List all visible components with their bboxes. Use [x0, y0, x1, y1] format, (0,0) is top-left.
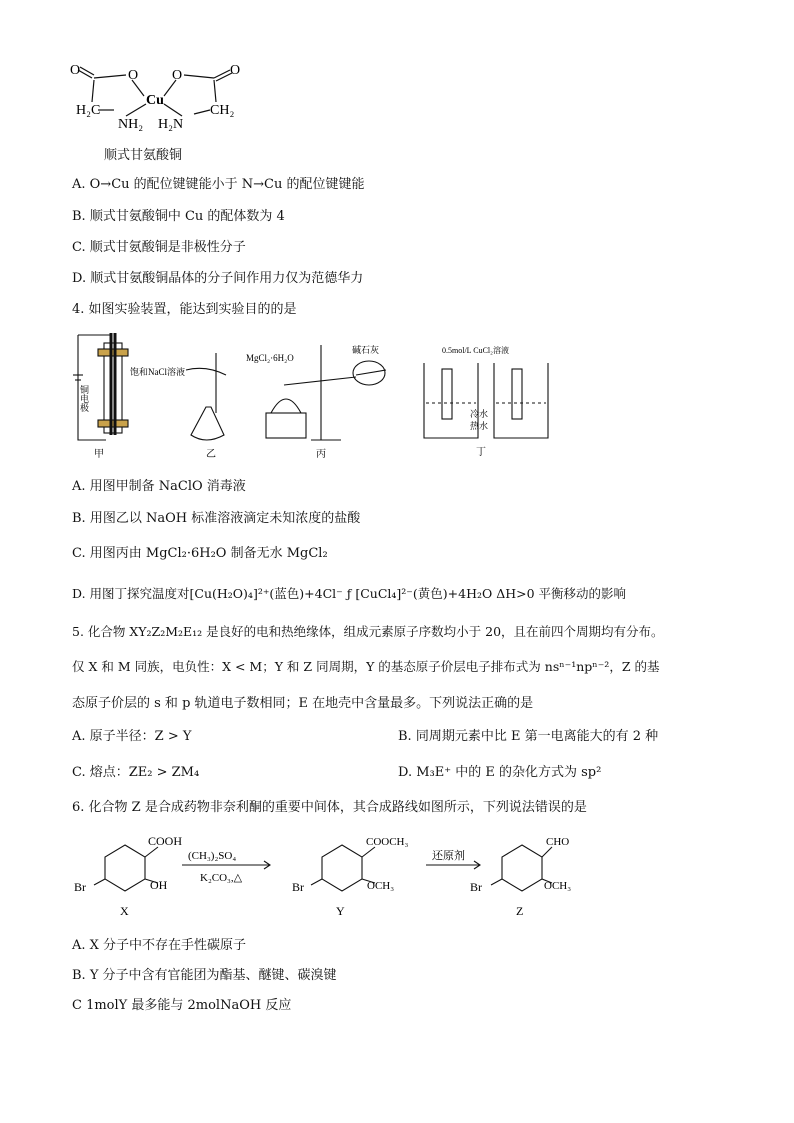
q5-option-d: D. M₃E⁺ 中的 E 的杂化方式为 sp² [398, 765, 602, 780]
apparatus-figure [66, 325, 566, 460]
label-jia: 甲 [94, 449, 104, 460]
label-cucl2: 0.5mol/L CuCl₂溶液 [442, 346, 509, 355]
glycine-copper-structure [70, 58, 270, 148]
synthesis-scheme [70, 825, 590, 920]
label-ch2: CH₂ [210, 103, 235, 118]
q3-option-c: C. 顺式甘氨酸铜是非极性分子 [72, 240, 246, 255]
q5-line2: 仅 X 和 M 同族，电负性：X < M；Y 和 Z 同周期，Y 的基态原子价层电子排布式为 nsⁿ⁻¹npⁿ⁻²，Z 的基 [72, 659, 660, 674]
label-solution: 饱和NaCl溶液 [130, 367, 185, 377]
reagent1-top: (CH₃)₂SO₄ [188, 850, 237, 862]
label-o3: O [172, 68, 183, 83]
label-nh2a: NH₂ [118, 117, 144, 132]
x-oh: OH [150, 878, 168, 892]
q5-option-a: A. 原子半径：Z > Y [72, 729, 192, 744]
label-yi: 乙 [206, 449, 216, 460]
q5-option-c: C. 熔点：ZE₂ > ZM₄ [72, 765, 200, 780]
z-cho: CHO [546, 836, 570, 848]
q4-option-d: D. 用图丁探究温度对[Cu(H₂O)₄]²⁺(蓝色)+4Cl⁻ ƒ [CuCl₄]²⁻(黄色)+4H₂O ΔH>0 平衡移动的影响 [72, 586, 627, 601]
q4-option-a: A. 用图甲制备 NaClO 消毒液 [72, 479, 246, 494]
label-lengshui: 冷水 [470, 409, 489, 419]
q6-option-a: A. X 分子中不存在手性碳原子 [72, 938, 247, 953]
label-electrode: 铜电极 [79, 385, 89, 412]
q4-option-c: C. 用图丙由 MgCl₂·6H₂O 制备无水 MgCl₂ [72, 546, 328, 561]
label-bing: 丙 [316, 449, 326, 460]
label-cu: Cu [146, 93, 164, 108]
label-o4: O [230, 63, 241, 78]
figure-caption: 顺式甘氨酸铜 [104, 148, 183, 163]
q4-option-b: B. 用图乙以 NaOH 标准溶液滴定未知浓度的盐酸 [72, 511, 361, 526]
q6-option-b: B. Y 分子中含有官能团为酯基、醚键、碳溴键 [72, 968, 337, 983]
label-reshui: 热水 [470, 421, 489, 431]
label-jianshihui: 碱石灰 [352, 345, 380, 355]
z-name: Z [516, 904, 524, 918]
q4-stem: 4. 如图实验装置，能达到实验目的的是 [72, 302, 297, 317]
q3-option-b: B. 顺式甘氨酸铜中 Cu 的配体数为 4 [72, 209, 285, 224]
x-name: X [120, 904, 129, 918]
reagent2-top: 还原剂 [432, 850, 465, 862]
label-mgcl2: MgCl₂·6H₂O [246, 353, 294, 363]
q6-option-c: C 1molY 最多能与 2molNaOH 反应 [72, 998, 292, 1013]
q3-option-a: A. O→Cu 的配位键键能小于 N→Cu 的配位键键能 [72, 177, 365, 192]
reagent1-bottom: K₂CO₃,△ [200, 872, 243, 884]
q5-option-b: B. 同周期元素中比 E 第一电离能大的有 2 种 [398, 729, 659, 744]
q6-stem: 6. 化合物 Z 是合成药物非奈利酮的重要中间体，其合成路线如图所示，下列说法错误的是 [72, 800, 587, 815]
label-nh2b: H₂N [158, 117, 184, 132]
label-o1: O [70, 63, 81, 78]
label-h2c: H₂C [76, 103, 101, 118]
label-ding: 丁 [476, 447, 486, 458]
q5-line3: 态原子价层的 s 和 p 轨道电子数相同；E 在地壳中含量最多。下列说法正确的是 [72, 696, 534, 711]
q3-option-d: D. 顺式甘氨酸铜晶体的分子间作用力仅为范德华力 [72, 271, 364, 286]
y-br: Br [292, 880, 304, 894]
x-cooh: COOH [148, 834, 183, 848]
label-o2: O [128, 68, 139, 83]
q5-line1: 5. 化合物 XY₂Z₂M₂E₁₂ 是良好的电和热绝缘体，组成元素原子序数均小于 20，且在前四个周期均有分布。 [72, 624, 664, 639]
z-br: Br [470, 880, 482, 894]
y-name: Y [336, 904, 345, 918]
x-br: Br [74, 880, 86, 894]
y-och3: OCH₃ [367, 880, 395, 892]
y-cooch3: COOCH₃ [366, 836, 409, 848]
z-och3: OCH₃ [544, 880, 572, 892]
